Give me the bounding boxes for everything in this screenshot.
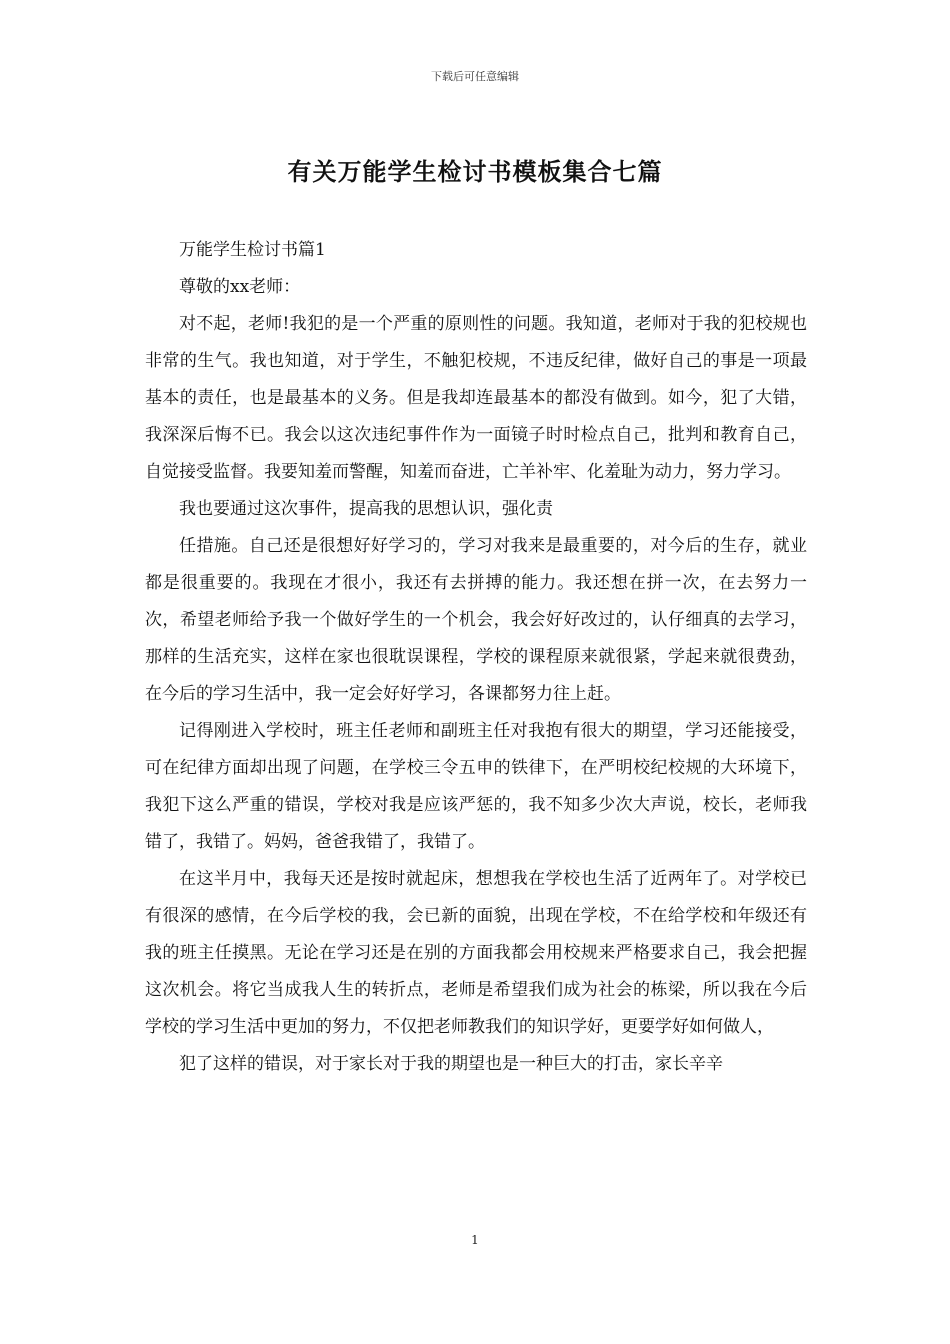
paragraph: 任措施。自己还是很想好好学习的，学习对我来是最重要的，对今后的生存，就业都是很重要的。我现在才很小，我还有去拼搏的能力。我还想在拼一次，在去努力一次，希望老师给予我一个做好学生的一个机会，我会好好改过的，认仔细真的去学习，那样的生活充实，这样在家也很耽误课程，学校的课程原来就很紧，学起来就很费劲，在今后的学习生活中，我一定会好好学习，各课都努力往上赶。 — [145, 536, 807, 704]
paragraph: 记得刚进入学校时，班主任老师和副班主任对我抱有很大的期望，学习还能接受，可在纪律方面却出现了问题，在学校三令五申的铁律下，在严明校纪校规的大环境下，我犯下这么严重的错误，学校对我是应该严惩的，我不知多少次大声说，校长，老师我错了，我错了。妈妈，爸爸我错了，我错了。 — [145, 721, 807, 852]
document-title: 有关万能学生检讨书模板集合七篇 — [287, 157, 663, 186]
page-number: 1 — [471, 1233, 479, 1247]
document-body — [145, 232, 807, 1083]
paragraph: 对不起，老师!我犯的是一个严重的原则性的问题。我知道，老师对于我的犯校规也非常的生气。我也知道，对于学生，不触犯校规，不违反纪律，做好自己的事是一项最基本的责任，也是最基本的义务。但是我却连最基本的都没有做到。如今，犯了大错，我深深后悔不已。我会以这次违纪事件作为一面镜子时时检点自己，批判和教育自己，自觉接受监督。我要知羞而警醒，知羞而奋进，亡羊补牢、化羞耻为动力，努力学习。 — [145, 314, 807, 482]
paragraph: 犯了这样的错误，对于家长对于我的期望也是一种巨大的打击，家长辛辛 — [179, 1054, 723, 1074]
paragraph: 在这半月中，我每天还是按时就起床，想想我在学校也生活了近两年了。对学校已有很深的感情，在今后学校的我，会已新的面貌，出现在学校，不在给学校和年级还有我的班主任摸黑。无论在学习还是在别的方面我都会用校规来严格要求自己，我会把握这次机会。将它当成我人生的转折点，老师是希望我们成为社会的栋梁，所以我在今后学校的学习生活中更加的努力，不仅把老师教我们的知识学好，更要学好如何做人， — [145, 869, 807, 1037]
salutation: 尊敬的xx老师： — [179, 277, 301, 297]
section-heading: 万能学生检讨书篇1 — [179, 240, 326, 260]
paragraph: 我也要通过这次事件，提高我的思想认识，强化责 — [179, 499, 553, 519]
header-note: 下载后可任意编辑 — [431, 70, 519, 83]
